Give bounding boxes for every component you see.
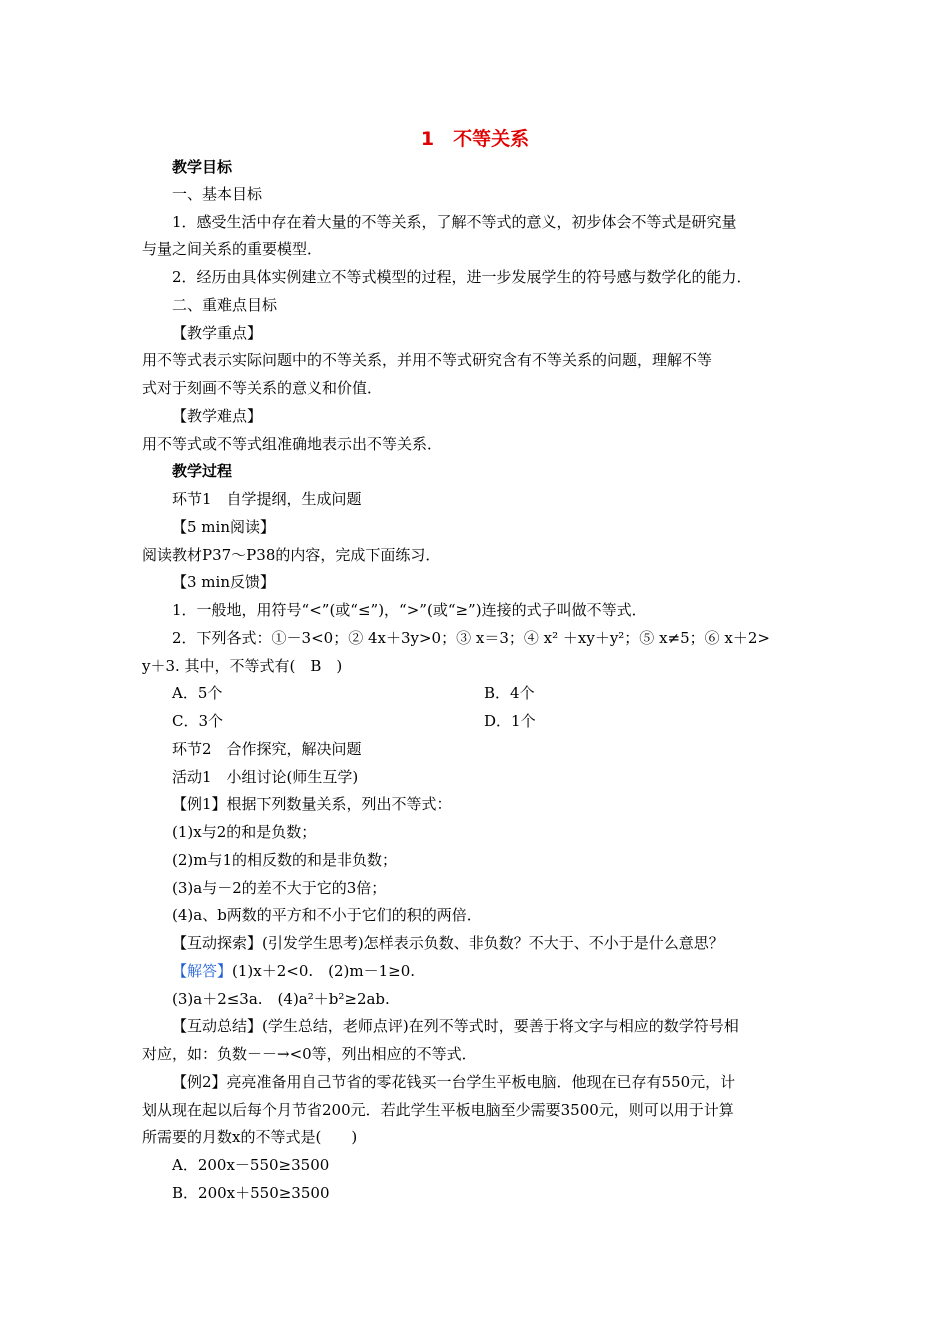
question-2-line-2: y＋3. 其中，不等式有( B ) [142,657,343,675]
difficulty-label: 【教学难点】 [172,407,263,425]
read-text: 阅读教材P37～P38的内容，完成下面练习． [142,546,441,564]
example-2-line-3: 所需要的月数x的不等式是( ) [142,1128,358,1146]
example-2-option-b: B．200x＋550≥3500 [172,1184,330,1202]
focus-line-1: 用不等式表示实际问题中的不等关系，并用不等式研究含有不等关系的问题，理解不等 [142,351,713,369]
stage-2: 环节2 合作探究，解决问题 [172,740,362,758]
goal-1-line-2: 与量之间关系的重要模型． [142,240,323,258]
answer-line-2: (3)a＋2≤3a. (4)a²＋b²≥2ab. [172,990,390,1008]
answer-label: 【解答】 [172,962,233,980]
activity-1: 活动1 小组讨论(师生互学) [172,768,359,786]
page-title: 1 不等关系 [420,128,530,150]
example-2-line-2: 划从现在起以后每个月节省200元．若此学生平板电脑至少需要3500元，则可以用于计算 [142,1101,734,1119]
focus-label: 【教学重点】 [172,324,263,342]
example-2-option-a: A．200x－550≥3500 [172,1156,330,1174]
goal-1-line-1: 1．感受生活中存在着大量的不等关系，了解不等式的意义，初步体会不等式是研究量 [172,213,737,231]
option-a: A．5个 [172,684,223,702]
process-heading: 教学过程 [172,462,233,480]
answer-row [172,960,842,982]
option-c: C．3个 [172,712,224,730]
summary-line-2: 对应，如：负数－－→<0等，列出相应的不等式． [142,1045,477,1063]
stage-1: 环节1 自学提纲，生成问题 [172,490,362,508]
example-1-item-2: (2)m与1的相反数的和是非负数； [172,851,398,869]
example-1-item-1: (1)x与2的和是负数； [172,823,317,841]
example-1-label: 【例1】根据下列数量关系，列出不等式： [172,795,452,813]
explore-text: 【互动探索】(引发学生思考)怎样表示负数、非负数？不大于、不小于是什么意思？ [172,934,724,952]
question-1: 1．一般地，用符号“<”(或“≤”)，“>”(或“≥”)连接的式子叫做不等式． [172,601,647,619]
option-b: B．4个 [484,684,535,702]
question-2-line-1: 2．下列各式：①－3<0；② 4x＋3y>0；③ x＝3；④ x² ＋xy＋y²；⑤ x≠5；⑥ x＋2> [172,629,770,647]
basic-goals-heading: 一、基本目标 [172,185,263,203]
feedback-label: 【3 min反馈】 [172,573,275,591]
option-d: D．1个 [484,712,536,730]
summary-line-1: 【互动总结】(学生总结，老师点评)在列不等式时，要善于将文字与相应的数学符号相 [172,1017,739,1035]
goal-2: 2．经历由具体实例建立不等式模型的过程，进一步发展学生的符号感与数学化的能力． [172,268,752,286]
focus-line-2: 式对于刻画不等关系的意义和价值． [142,379,383,397]
example-1-item-4: (4)a、b两数的平方和不小于它们的积的两倍． [172,906,482,924]
difficulty-text: 用不等式或不等式组准确地表示出不等关系． [142,435,443,453]
read-label: 【5 min阅读】 [172,518,275,536]
answer-line-1: (1)x＋2<0. (2)m－1≥0. [232,962,416,980]
example-2-line-1: 【例2】亮亮准备用自己节省的零花钱买一台学生平板电脑．他现在已存有550元，计 [172,1073,736,1091]
objectives-heading: 教学目标 [172,158,233,176]
example-1-item-3: (3)a与－2的差不大于它的3倍； [172,879,387,897]
key-goals-heading: 二、重难点目标 [172,296,278,314]
